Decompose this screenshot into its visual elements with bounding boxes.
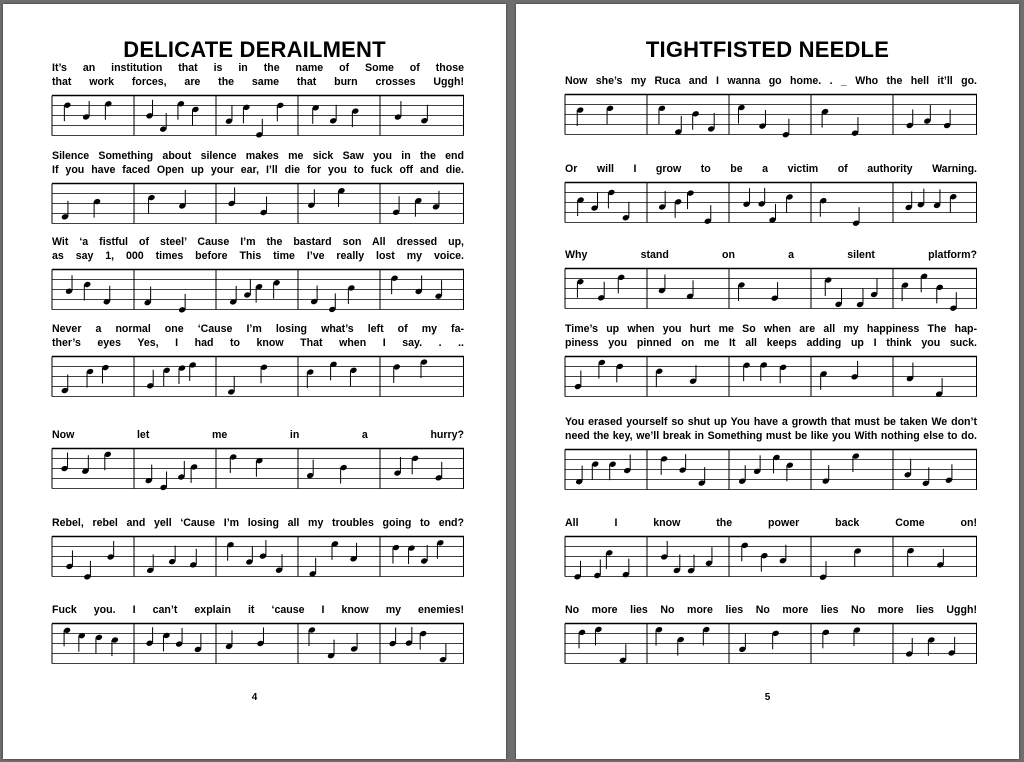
music-note bbox=[331, 540, 339, 560]
staff bbox=[565, 94, 977, 138]
music-note bbox=[229, 453, 237, 473]
music-note bbox=[178, 365, 186, 385]
music-note bbox=[242, 104, 250, 124]
music-note bbox=[394, 101, 402, 121]
music-note bbox=[782, 119, 790, 139]
music-note bbox=[904, 459, 912, 479]
lyric-line: Wit ‘a fistful of steel’ Cause I’m the bastard son All dressed up, bbox=[52, 236, 464, 248]
music-note bbox=[255, 119, 263, 139]
music-note bbox=[906, 109, 914, 129]
lyric-line: You erased yourself so shut up You have a growth that must be taken We don’t bbox=[565, 416, 977, 428]
lyric-line: If you have faced Open up your ear, I’ll die for you to fuck off and die. bbox=[52, 164, 464, 176]
staff bbox=[52, 623, 464, 667]
lyric-line: that work forces, are the same that burn crosses Uggh! bbox=[52, 76, 464, 88]
music-note bbox=[743, 188, 751, 208]
music-note bbox=[86, 368, 94, 388]
music-note bbox=[408, 544, 416, 564]
music-note bbox=[660, 455, 668, 475]
music-note bbox=[107, 541, 115, 561]
music-note bbox=[852, 207, 860, 227]
music-note bbox=[307, 189, 315, 209]
music-note bbox=[819, 561, 827, 581]
music-note bbox=[655, 626, 663, 646]
music-note bbox=[162, 632, 170, 652]
music-note bbox=[576, 278, 584, 298]
music-note bbox=[927, 636, 935, 656]
music-note bbox=[65, 550, 73, 570]
music-note bbox=[255, 457, 263, 477]
music-note bbox=[189, 361, 197, 381]
music-note bbox=[190, 463, 198, 483]
music-note bbox=[310, 286, 318, 306]
left-page bbox=[3, 4, 506, 759]
music-note bbox=[674, 116, 682, 136]
music-note bbox=[340, 464, 348, 484]
music-note bbox=[692, 110, 700, 130]
music-note bbox=[178, 190, 186, 210]
music-note bbox=[350, 633, 358, 653]
music-note bbox=[687, 190, 695, 210]
music-note bbox=[225, 105, 233, 125]
music-note bbox=[177, 100, 185, 120]
music-note bbox=[686, 280, 694, 300]
music-note bbox=[189, 549, 197, 569]
music-note bbox=[415, 275, 423, 295]
music-note bbox=[146, 554, 154, 574]
music-note bbox=[674, 198, 682, 218]
music-note bbox=[330, 361, 338, 381]
staff bbox=[52, 95, 464, 139]
music-note bbox=[351, 108, 359, 128]
music-note bbox=[623, 455, 631, 475]
staff bbox=[565, 449, 977, 493]
music-note bbox=[273, 279, 281, 299]
music-note bbox=[103, 286, 111, 306]
music-note bbox=[738, 281, 746, 301]
music-note bbox=[743, 362, 751, 382]
music-note bbox=[276, 102, 284, 122]
music-note bbox=[435, 280, 443, 300]
lyric-line: as say 1, 000 times before This time I’ve really lost my voice. bbox=[52, 250, 464, 262]
lyric-line: piness you pinned on me It all keeps adding up I think you suck. bbox=[565, 337, 977, 349]
staff bbox=[52, 536, 464, 580]
music-note bbox=[160, 471, 168, 491]
music-note bbox=[622, 559, 630, 579]
music-note bbox=[655, 368, 663, 388]
music-note bbox=[228, 187, 236, 207]
music-note bbox=[306, 460, 314, 480]
lyric-line: Time’s up when you hurt me So when are all my happiness The hap- bbox=[565, 323, 977, 335]
music-note bbox=[61, 375, 69, 395]
music-note bbox=[819, 197, 827, 217]
music-note bbox=[178, 294, 186, 314]
music-note bbox=[63, 102, 71, 122]
music-note bbox=[577, 196, 585, 216]
music-note bbox=[786, 193, 794, 213]
music-note bbox=[741, 542, 749, 562]
staff bbox=[52, 269, 464, 313]
music-note bbox=[347, 284, 355, 304]
staff bbox=[52, 356, 464, 400]
music-note bbox=[707, 113, 715, 133]
music-note bbox=[259, 540, 267, 560]
music-note bbox=[82, 101, 90, 121]
music-note bbox=[597, 282, 605, 302]
music-note bbox=[436, 539, 444, 559]
music-note bbox=[758, 188, 766, 208]
music-note bbox=[658, 191, 666, 211]
music-note bbox=[591, 460, 599, 480]
music-note bbox=[948, 637, 956, 657]
right-page bbox=[516, 4, 1019, 759]
lyric-line: ther’s eyes Yes, I had to know That when I say. . .. bbox=[52, 337, 464, 349]
lyric-line: Fuck you. I can’t explain it ‘cause I know my enemies! bbox=[52, 604, 464, 616]
music-note bbox=[405, 627, 413, 647]
music-note bbox=[922, 467, 930, 487]
music-note bbox=[574, 371, 582, 391]
music-note bbox=[660, 541, 668, 561]
music-note bbox=[622, 202, 630, 222]
page-number: 5 bbox=[764, 692, 771, 703]
lyric-line: Or will I grow to be a victim of authority Warning. bbox=[565, 163, 977, 175]
music-note bbox=[779, 364, 787, 384]
staff bbox=[52, 448, 464, 492]
music-note bbox=[617, 274, 625, 294]
music-note bbox=[145, 465, 153, 485]
music-note bbox=[411, 455, 419, 475]
music-note bbox=[677, 636, 685, 656]
music-note bbox=[65, 275, 73, 295]
music-note bbox=[772, 630, 780, 650]
music-note bbox=[309, 558, 317, 578]
music-note bbox=[949, 193, 957, 213]
music-note bbox=[306, 368, 314, 388]
music-note bbox=[689, 365, 697, 385]
staff bbox=[565, 356, 977, 400]
lyric-line: need the key, we’ll break in Something must be like you With nothing else to do. bbox=[565, 430, 977, 442]
music-note bbox=[687, 555, 695, 575]
music-note bbox=[702, 626, 710, 646]
music-note bbox=[168, 546, 176, 566]
music-note bbox=[393, 457, 401, 477]
music-note bbox=[350, 543, 358, 563]
music-note bbox=[574, 561, 582, 581]
music-note bbox=[392, 196, 400, 216]
music-note bbox=[822, 465, 830, 485]
staff bbox=[52, 183, 464, 227]
music-note bbox=[229, 286, 237, 306]
music-note bbox=[598, 359, 606, 379]
music-note bbox=[704, 205, 712, 225]
music-note bbox=[420, 358, 428, 378]
music-note bbox=[698, 467, 706, 487]
page-number: 4 bbox=[251, 692, 258, 703]
music-note bbox=[936, 549, 944, 569]
music-note bbox=[779, 545, 787, 565]
music-note bbox=[257, 627, 265, 647]
music-note bbox=[327, 640, 335, 660]
music-note bbox=[906, 363, 914, 383]
music-note bbox=[835, 288, 843, 308]
music-note bbox=[771, 282, 779, 302]
song-title: DELICATE DERAILMENT bbox=[123, 37, 386, 62]
lyric-line: Why stand on a silent platform? bbox=[565, 249, 977, 261]
music-note bbox=[83, 281, 91, 301]
lyric-line: All I know the power back Come on! bbox=[565, 517, 977, 529]
lyric-line: Never a normal one ‘Cause I’m losing what’s left of my fa- bbox=[52, 323, 464, 335]
music-note bbox=[854, 547, 862, 567]
lyric-line: Now she’s my Ruca and I wanna go home. . _ Who the hell it’ll go. bbox=[565, 75, 977, 87]
music-note bbox=[312, 104, 320, 124]
music-note bbox=[435, 462, 443, 482]
staff bbox=[565, 268, 977, 312]
music-note bbox=[760, 361, 768, 381]
music-note bbox=[822, 629, 830, 649]
music-note bbox=[419, 630, 427, 650]
music-note bbox=[78, 632, 86, 652]
music-note bbox=[679, 454, 687, 474]
music-note bbox=[245, 546, 253, 566]
music-note bbox=[177, 461, 185, 481]
music-note bbox=[949, 292, 957, 312]
lyric-line: It’s an institution that is in the name of Some of those bbox=[52, 62, 464, 74]
music-note bbox=[945, 464, 953, 484]
music-note bbox=[851, 117, 859, 137]
music-note bbox=[705, 547, 713, 567]
music-note bbox=[83, 561, 91, 581]
music-note bbox=[905, 191, 913, 211]
music-note bbox=[905, 638, 913, 658]
music-note bbox=[760, 552, 768, 572]
music-note bbox=[616, 363, 624, 383]
music-note bbox=[658, 275, 666, 295]
lyric-line: Now let me in a hurry? bbox=[52, 429, 464, 441]
music-note bbox=[104, 100, 112, 120]
music-note bbox=[243, 279, 251, 299]
music-note bbox=[575, 466, 583, 486]
staff bbox=[565, 623, 977, 667]
song-title: TIGHTFISTED NEEDLE bbox=[645, 37, 890, 62]
music-note bbox=[936, 284, 944, 304]
music-note bbox=[146, 100, 154, 120]
staff bbox=[565, 182, 977, 226]
lyric-line: Rebel, rebel and yell ‘Cause I’m losing all my troubles going to end? bbox=[52, 517, 464, 529]
music-note bbox=[61, 453, 69, 473]
music-note bbox=[851, 361, 859, 381]
music-note bbox=[104, 451, 112, 471]
music-note bbox=[389, 628, 397, 648]
lyric-line: Silence Something about silence makes me sick Saw you in the end bbox=[52, 150, 464, 162]
music-note bbox=[738, 104, 746, 124]
music-note bbox=[175, 628, 183, 648]
music-note bbox=[227, 376, 235, 396]
music-note bbox=[609, 461, 617, 481]
music-note bbox=[328, 293, 336, 313]
music-note bbox=[260, 364, 268, 384]
music-note bbox=[420, 105, 428, 125]
music-note bbox=[593, 559, 601, 579]
music-note bbox=[591, 192, 599, 212]
music-note bbox=[753, 455, 761, 475]
music-note bbox=[738, 465, 746, 485]
music-note bbox=[943, 110, 951, 130]
music-note bbox=[935, 378, 943, 398]
music-note bbox=[159, 113, 167, 133]
music-note bbox=[673, 554, 681, 574]
music-note bbox=[391, 275, 399, 295]
lyric-line: No more lies No more lies No more lies No more lies Uggh! bbox=[565, 604, 977, 616]
music-note bbox=[758, 110, 766, 130]
music-note bbox=[769, 204, 777, 224]
music-note bbox=[227, 541, 235, 561]
music-note bbox=[920, 273, 928, 293]
music-note bbox=[111, 636, 119, 656]
music-note bbox=[824, 276, 832, 296]
music-note bbox=[605, 549, 613, 569]
music-note bbox=[420, 545, 428, 565]
music-note bbox=[101, 364, 109, 384]
music-note bbox=[786, 462, 794, 482]
music-note bbox=[93, 198, 101, 218]
music-note bbox=[392, 544, 400, 564]
music-note bbox=[607, 189, 615, 209]
music-note bbox=[578, 629, 586, 649]
staff bbox=[565, 536, 977, 580]
music-note bbox=[393, 363, 401, 383]
music-note bbox=[275, 554, 283, 574]
music-note bbox=[146, 627, 154, 647]
music-note bbox=[146, 370, 154, 390]
music-note bbox=[576, 106, 584, 126]
music-note bbox=[260, 197, 268, 217]
music-note bbox=[594, 626, 602, 646]
music-note bbox=[329, 105, 337, 125]
music-note bbox=[773, 454, 781, 474]
music-note bbox=[619, 644, 627, 664]
music-note bbox=[308, 626, 316, 646]
music-note bbox=[917, 189, 925, 209]
